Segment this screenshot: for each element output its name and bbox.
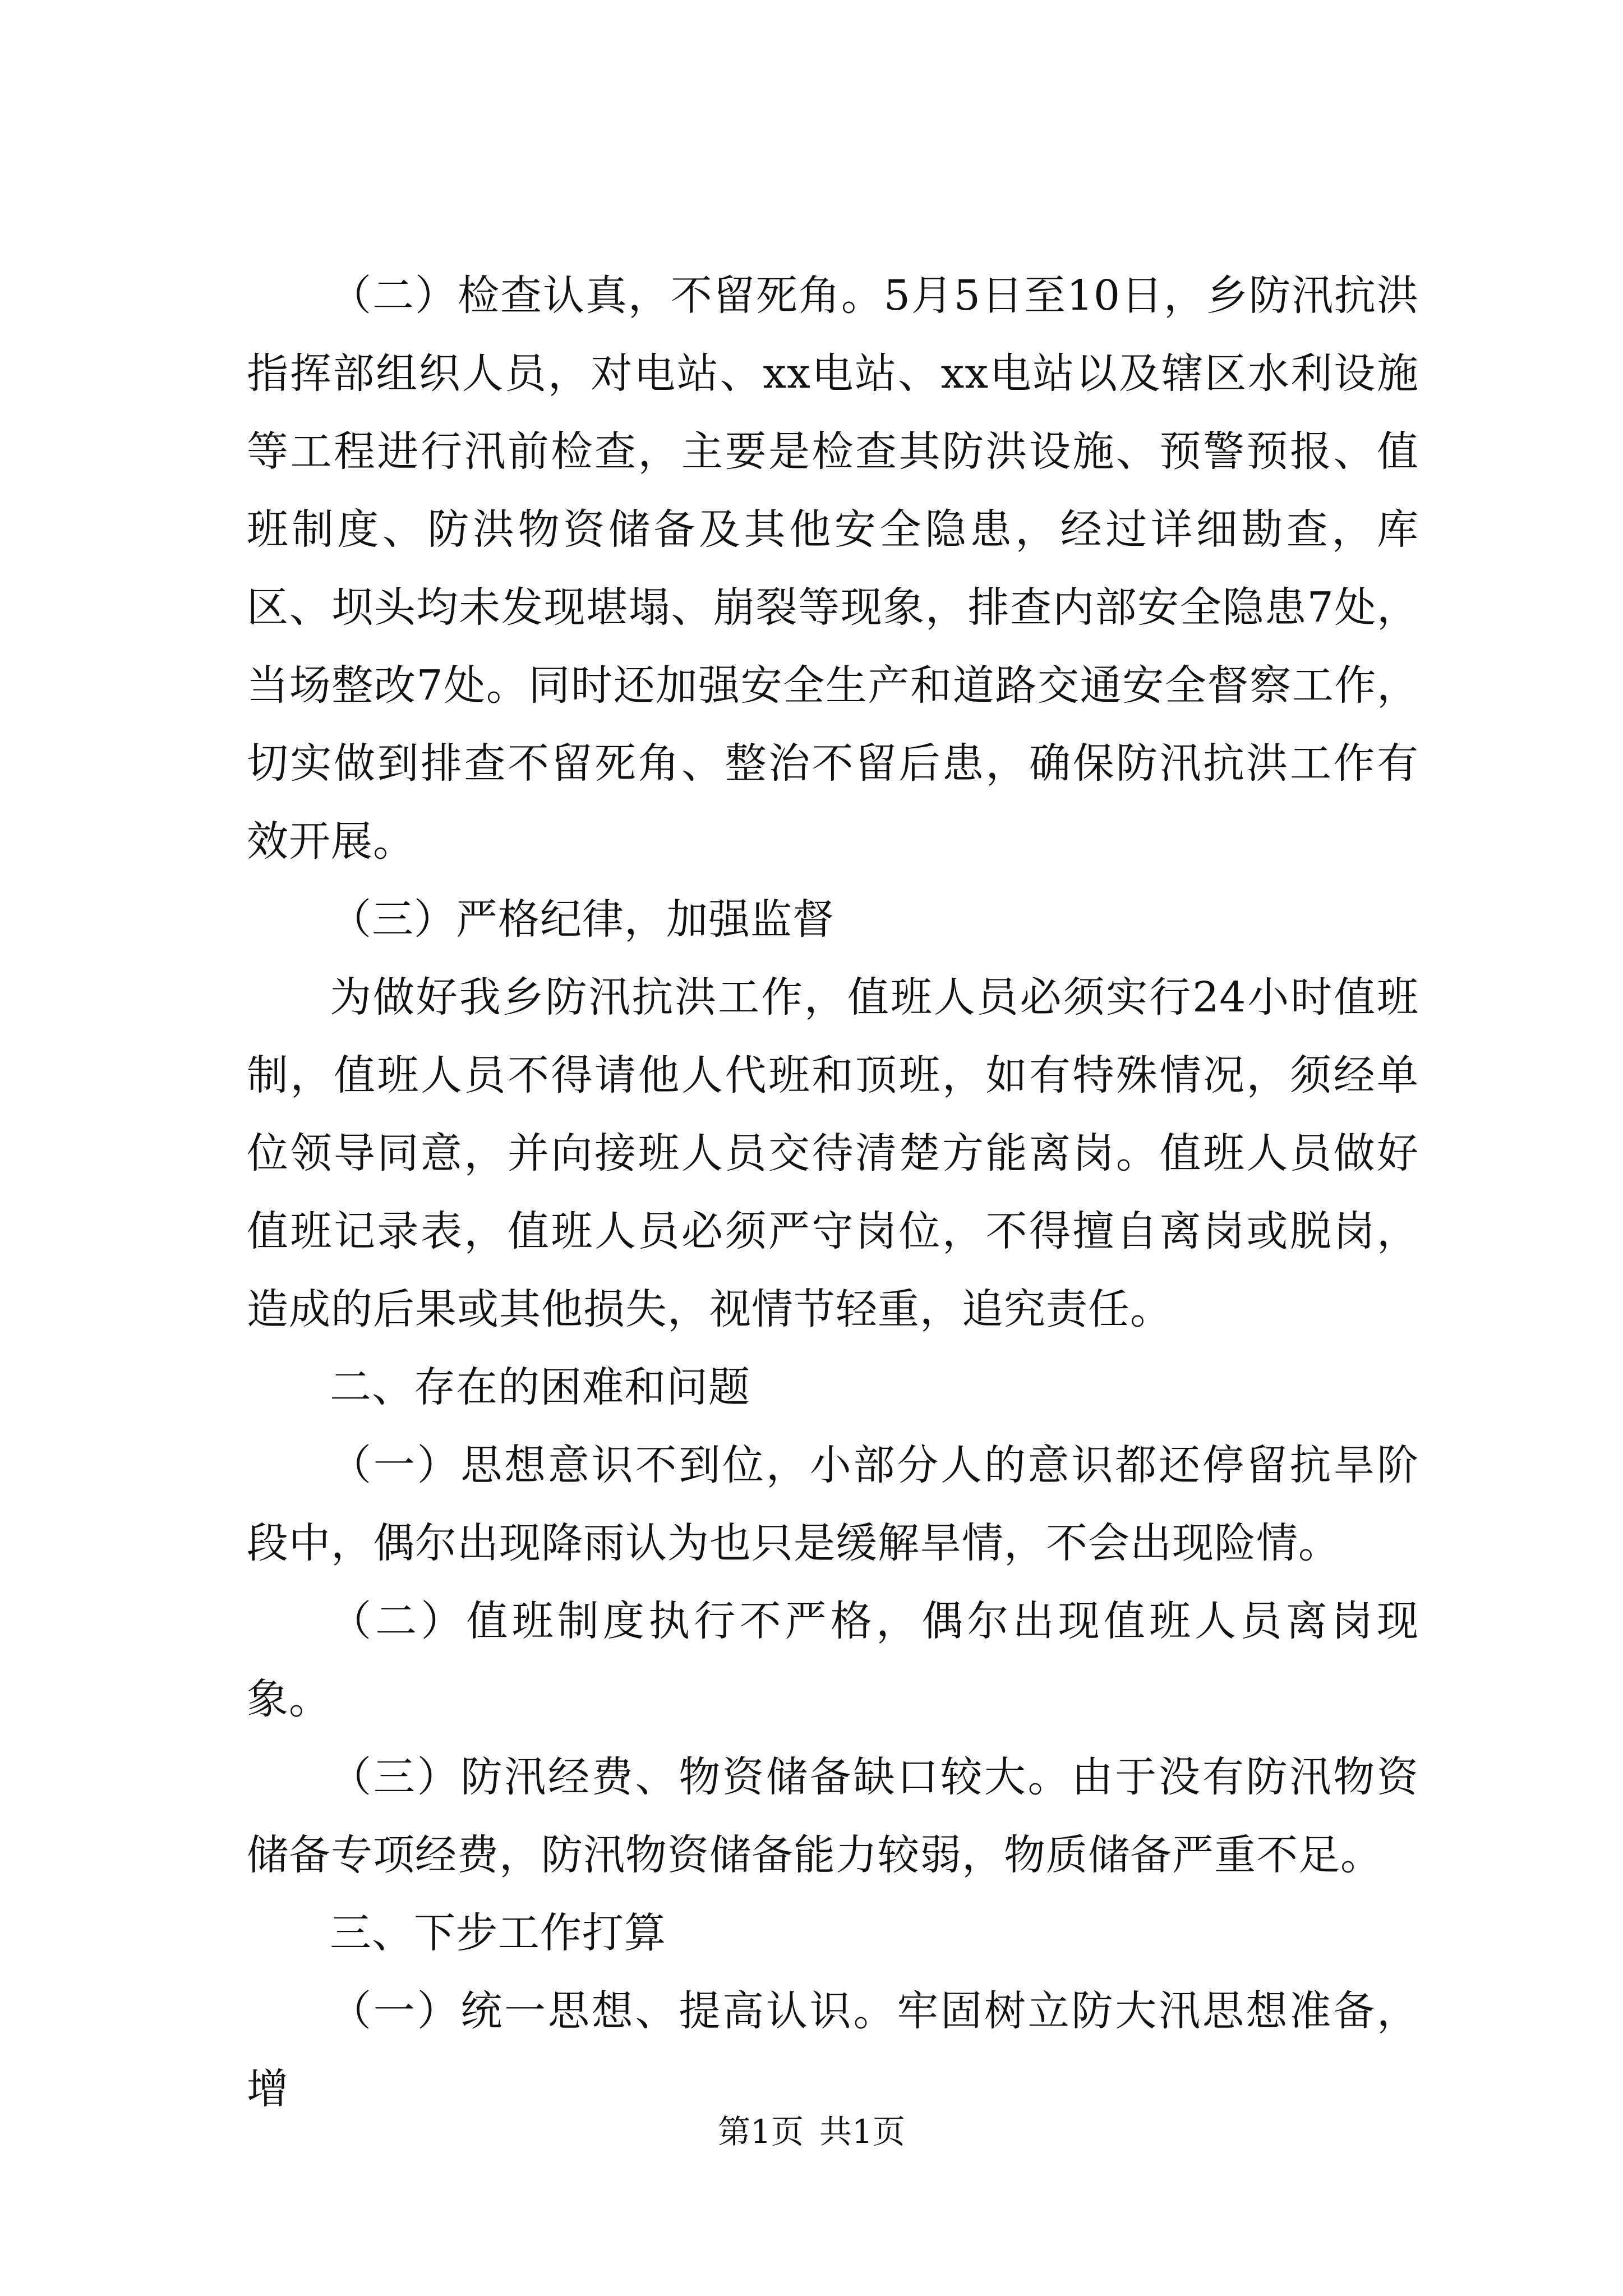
- paragraph-problem-funding: （三）防汛经费、物资储备缺口较大。由于没有防汛物资储备专项经费，防汛物资储备能力较弱，物质储备严重不足。: [247, 1753, 1419, 1879]
- paragraph-problem-awareness: （一）思想意识不到位，小部分人的意识都还停留抗旱阶段中，偶尔出现降雨认为也只是缓解旱情，不会出现险情。: [247, 1441, 1419, 1567]
- paragraph-next-step-one: （一）统一思想、提高认识。牢固树立防大汛思想准备，增: [247, 1987, 1419, 2113]
- page-total: 共1页: [819, 2113, 905, 2151]
- subheading-discipline: （三）严格纪律，加强监督: [330, 895, 834, 944]
- section-heading-problems: 二、存在的困难和问题: [330, 1363, 750, 1411]
- section-heading-next-steps: 三、下步工作打算: [330, 1909, 666, 1957]
- paragraph-inspection: （二）检查认真，不留死角。5月5日至10日，乡防汛抗洪指挥部组织人员，对电站、xx电站、xx电站以及辖区水利设施等工程进行汛前检查，主要是检查其防洪设施、预警预报、值班制度、防洪物资储备及其他安全隐患，经过详细勘查，库区、坝头均未发现堪塌、崩裂等现象，排查内部安全隐患7处，当场整改7处。同时还加强安全生产和道路交通安全督察工作，切实做到排查不留死角、整治不留后患，确保防汛抗洪工作有效开展。: [247, 272, 1419, 866]
- page-footer: [0, 2109, 1623, 2154]
- document-body: [247, 257, 1419, 2128]
- paragraph-duty-rules: 为做好我乡防汛抗洪工作，值班人员必须实行24小时值班制，值班人员不得请他人代班和顶班，如有特殊情况，须经单位领导同意，并向接班人员交待清楚方能离岗。值班人员做好值班记录表，值班人员必须严守岗位，不得擅自离岗或脱岗，造成的后果或其他损失，视情节轻重，追究责任。: [247, 973, 1419, 1333]
- page-number: 第1页: [718, 2113, 804, 2151]
- paragraph-problem-duty: （二）值班制度执行不严格，偶尔出现值班人员离岗现象。: [247, 1597, 1419, 1723]
